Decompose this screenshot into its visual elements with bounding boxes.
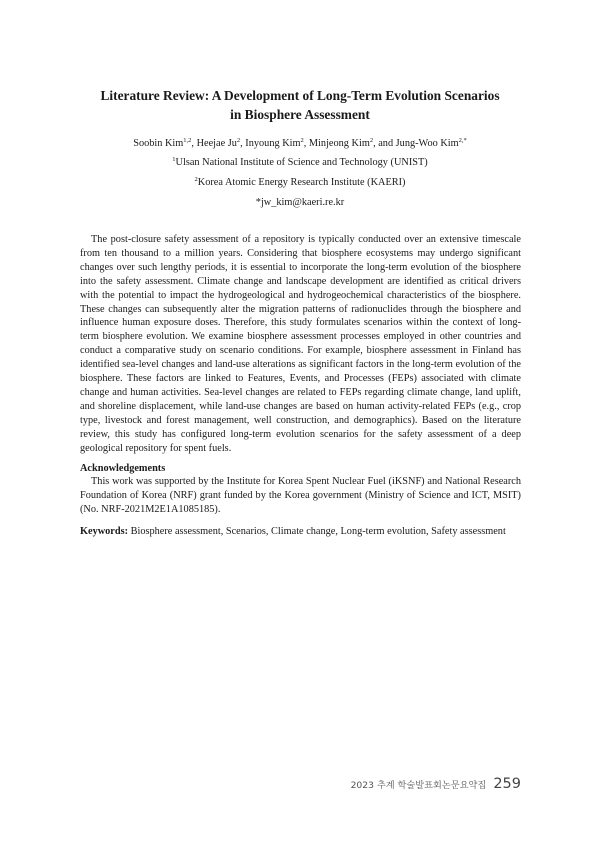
author [309, 138, 396, 149]
author [396, 138, 467, 149]
author-name: Inyoung Kim [245, 138, 301, 149]
page-footer [351, 776, 521, 792]
author-name: Jung-Woo Kim [395, 138, 459, 149]
corresponding-email: *jw_kim@kaeri.re.kr [255, 197, 345, 208]
affiliation-1 [40, 156, 560, 170]
affiliation-2 [40, 176, 560, 190]
author-name: Soobin Kim [133, 138, 184, 149]
author [245, 138, 309, 149]
affiliation-1-text: Ulsan National Institute of Science and Technology (UNIST) [175, 157, 428, 168]
keywords-text: Biosphere assessment, Scenarios, Climate change, Long-term evolution, Safety assessment [128, 526, 506, 537]
author-separator: , and [373, 138, 396, 149]
affiliation-2-marker: 2 [194, 176, 198, 183]
conference-name: 2023 추계 학술발표회논문요약집 [350, 780, 487, 791]
author-affiliation-marker: 2 [300, 137, 304, 144]
keywords-line [80, 525, 540, 539]
affiliation-1-marker: 1 [172, 156, 176, 163]
title-line-2: in Biosphere Assessment [230, 107, 370, 122]
author-separator: , [303, 138, 309, 149]
affiliation-2-text: Korea Atomic Energy Research Institute (KAERI) [197, 177, 406, 188]
author-affiliation-marker: 2 [236, 137, 241, 144]
abstract-body: The post-closure safety assessment of a repository is typically conducted over an extensive timescale from ten thousand to a million years. Considering that biosphere ecosystems may undergo significant changes over such lengthy periods, it is essential to incorporate the long-term evolution of the biosphere into the safety assessment. Climate change and landscape development are identified as critical drivers with the potential to impact the hydrogeological and hydrogeochemical characteristics of the biosphere. These changes can subsequently alter the migration patterns of radionuclides through the biosphere and influence human exposure doses. Therefore, this study formulates scenarios within the context of long-term biosphere evolution. We examine biosphere assessment processes employed in other countries and conduct a comparative study on scenario conditions. For example, biosphere assessment in Finland has identified sea-level changes and land-use alterations as significant factors in the long-term evolution of the biosphere. These factors are linked to Features, Events, and Processes (FEPs) associated with climate change and human activities. Sea-level changes are related to FEPs regarding climate change, land uplift, and shoreline displacement, while land-use changes are based on human activity-related FEPs (e.g., crop type, livestock and forest management, well construction, and demographics). Based on the literature review, this study has configured long-term evolution scenarios for the safety assessment of a deep geological repository for spent fuels. [80, 234, 521, 454]
keywords-label: Keywords: [80, 526, 129, 537]
acknowledgements-heading: Acknowledgements [80, 463, 166, 474]
author-affiliation-marker: 2,* [458, 137, 467, 144]
paper-title [60, 86, 540, 124]
author [133, 138, 196, 149]
author-separator: , [191, 138, 197, 149]
title-line-1: Literature Review: A Development of Long-Term Evolution Scenarios [100, 88, 500, 103]
author-name: Minjeong Kim [308, 138, 370, 149]
page-number: 259 [493, 776, 521, 792]
author-list [40, 137, 560, 151]
author [197, 138, 246, 149]
author-affiliation-marker: 2 [369, 137, 374, 144]
acknowledgements-body: This work was supported by the Institute for Korea Spent Nuclear Fuel (iKSNF) and National Research Foundation of Korea (NRF) grant funded by the Korea government (Ministry of Science and ICT, MSIT) (No. NRF-2021M2E1A1085185). [80, 476, 521, 515]
author-name: Heejae Ju [196, 138, 237, 149]
author-separator: , [240, 138, 246, 149]
author-affiliation-marker: 1,2 [183, 137, 192, 144]
